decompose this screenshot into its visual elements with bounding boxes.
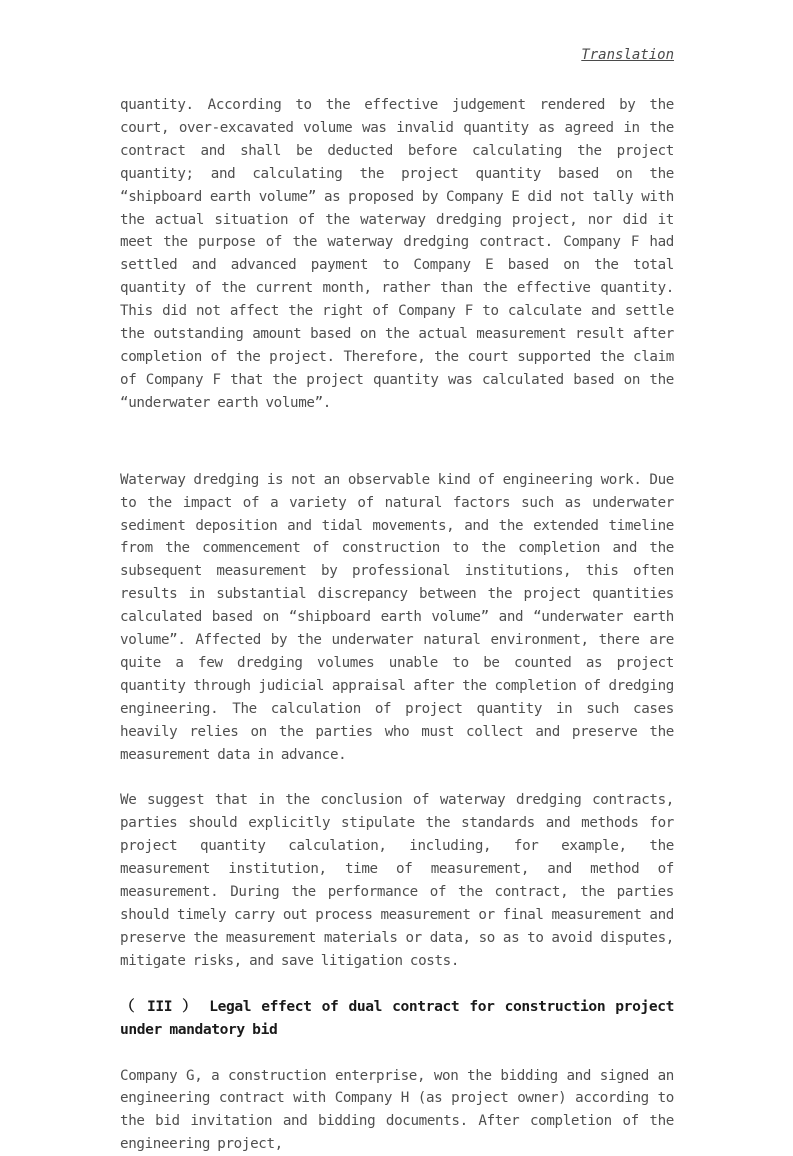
paragraph-waterway-dredging: Waterway dredging is not an observable kind of engineering work. Due to the impact of a variety of natural factors such as underwater sediment deposition and tidal movements, and the extended timeline from the commencement of construction to the completion and the subsequent measurement by professional institutions, this often results in substantial discrepancy between the project quantities calculated based on “shipboard earth volume” and “underwater earth volume”. Affected by the underwater natural environment, there are quite a few dredging volumes unable to be counted as project quantity through judicial appraisal after the completion of dredging engineering. The calculation of project quantity in such cases heavily relies on the parties who must collect and preserve the measurement data in advance. xyxy=(120,471,674,763)
paragraph-company-g: Company G, a construction enterprise, won the bidding and signed an engineering contract with Company H (as project owner) according to the bid invitation and bidding documents. After completion of the engineering project, xyxy=(120,1067,674,1153)
section-heading: （ III ） Legal effect of dual contract for construction project under mandatory bid xyxy=(120,997,674,1038)
paragraph-court-judgement: quantity. According to the effective judgement rendered by the court, over-excavated volume was invalid quantity as agreed in the contract and shall be deducted before calculating the project quantity; and calculating the project quantity based on the “shipboard earth volume” as proposed by Company E did not tally with the actual situation of the waterway dredging project, nor did it meet the purpose of the waterway dredging contract. Company F had settled and advanced payment to Company E based on the total quantity of the current month, rather than the effective quantity. This did not affect the right of Company F to calculate and settle the outstanding amount based on the actual measurement result after completion of the project. Therefore, the court supported the claim of Company F that the project quantity was calculated based on the “underwater earth volume”. xyxy=(120,97,674,411)
paragraph-suggestion: We suggest that in the conclusion of waterway dredging contracts, parties should explicitly stipulate the standards and methods for project quantity calculation, including, for example, the measurement institution, time of measurement, and method of measurement. During the performance of the contract, the parties should timely carry out process measurement or final measurement and preserve the measurement materials or data, so as to avoid disputes, mitigate risks, and save litigation costs. xyxy=(120,792,674,969)
translation-header-label: Translation xyxy=(581,47,674,63)
document-body xyxy=(120,94,674,1156)
